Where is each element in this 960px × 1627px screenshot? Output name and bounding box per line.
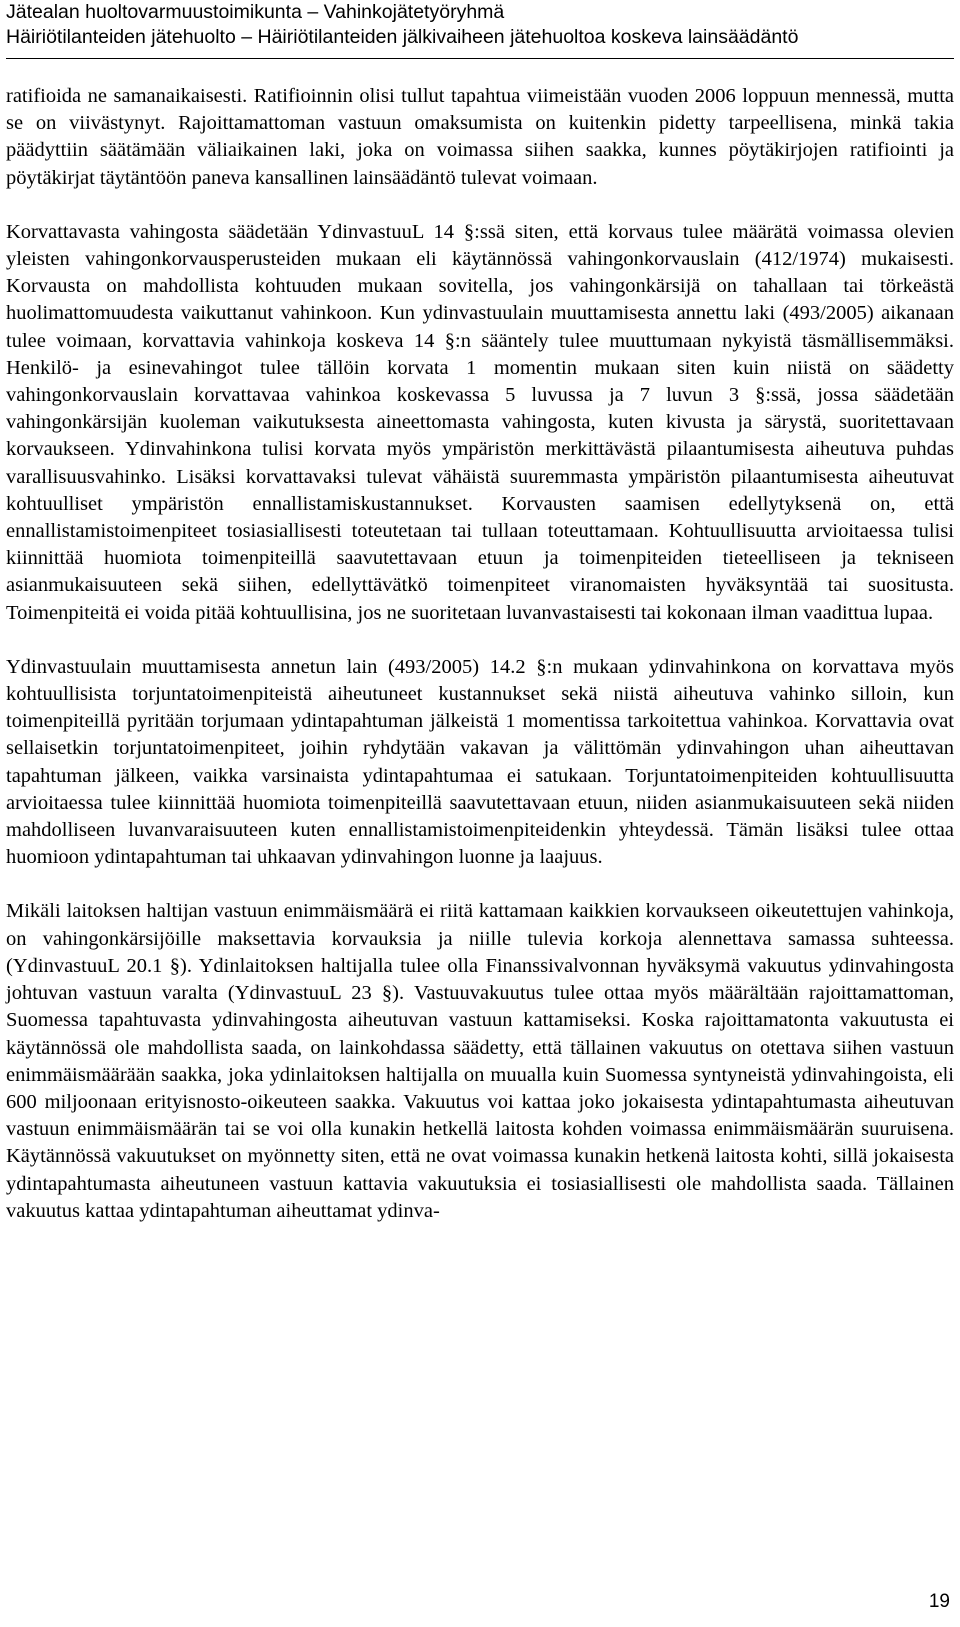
paragraph-preventive-measures: Ydinvastuulain muuttamisesta annetun lain (493/2005) 14.2 §:n mukaan ydinvahinkona on korvattava myös kohtuullisista torjuntatoimenpiteistä aiheutuneet kustannukset sekä niistä aiheutuva vahinko silloin, kun toimenpiteillä pyritään torjumaan ydintapahtuman jälkeistä 1 momentissa tarkoitettua vahinkoa. Korvattavia ovat sellaisetkin torjuntatoimenpiteet, joihin ryhdytään vakavan ja välittömän ydinvahingon uhan aiheuttavan tapahtuman jälkeen, vaikka varsinaista ydintapahtumaa ei satukaan. Torjuntatoimenpiteiden kohtuullisuutta arvioitaessa tulee kiinnittää huomiota toimenpiteillä saavutettavaan etuun, niiden asianmukaisuuteen sekä niiden mahdolliseen luvanvaraisuuteen kuten ennallistamistoimenpiteidenkin yhteydessä. Tämän lisäksi tulee ottaa huomioon ydintapahtuman tai uhkaavan ydinvahingon luonne ja laajuus. — [6, 655, 954, 869]
paragraph-compensable-damage: Korvattavasta vahingosta säädetään YdinvastuuL 14 §:ssä siten, että korvaus tulee määrätä voimassa olevien yleisten vahingonkorvausperusteiden mukaan eli käytännössä vahingonkorvauslain (412/1974) mukaisesti. Korvausta on mahdollista kohtuuden mukaan sovitella, jos vahingonkärsijä on tahallaan tai törkeästä huolimattomuudesta vaikuttanut vahinkoon. Kun ydinvastuulain muuttamisesta annettu laki (493/2005) aikanaan tulee voimaan, korvattavia vahinkoja koskeva 14 §:n sääntely tulee muuttumaan nykyistä täsmällisemmäksi. Henkilö- ja esinevahingot tulee tällöin korvata 1 momentin mukaan siten kuin niistä on säädetty vahingonkorvauslain korvattavaa vahinkoa koskevassa 5 luvussa ja 7 luvun 3 §:ssä, jossa säädetään vahingonkärsijän kuoleman vaikutuksesta aineettomasta vahingosta, kuten kivusta ja särystä, suoritettavaan korvaukseen. Ydinvahinkona tulisi korvata myös ympäristön merkittävästä pilaantumisesta aiheutuva puhdas varallisuusvahinko. Lisäksi korvattavaksi tulevat vähäistä suuremmasta ympäristön pilaantumisesta aiheutuvat kohtuulliset ympäristön ennallistamiskustannukset. Korvausten saamisen edellytyksenä on, että ennallistamistoimenpiteet tosiasiallisesti toteutetaan tai tullaan toteuttamaan. Kohtuullisuutta arvioitaessa tulisi kiinnittää huomiota toimenpiteillä saavutettavaan etuun ja toimenpiteiden tieteelliseen ja tekniseen asianmukaisuuteen sekä siihen, edellyttävätkö toimenpiteet viranomaisten hyväksyntää tai suositusta. Toimenpiteitä ei voida pitää kohtuullisina, jos ne suoritetaan luvanvastaisesti tai kokonaan ilman vaadittua lupaa. — [6, 220, 954, 624]
header-organization: Jätealan huoltovarmuustoimikunta – Vahinkojätetyöryhmä — [6, 1, 505, 23]
document-body — [6, 83, 954, 1225]
paragraph-continued: ratifioida ne samanaikaisesti. Ratifioinnin olisi tullut tapahtua viimeistään vuoden 2006 loppuun mennessä, mutta se on viivästynyt. Rajoittamattoman vastuun omaksumista on kuitenkin pidetty tarpeellisena, minkä takia päädyttiin säätämään väliaikainen laki, joka on voimassa siihen saakka, kunnes pöytäkirjojen ratifiointi ja pöytäkirjat täytäntöön paneva kansallinen lainsäädäntö tulevat voimaan. — [6, 85, 954, 189]
header-document-title: Häiriötilanteiden jätehuolto – Häiriötilanteiden jälkivaiheen jätehuoltoa koskeva lainsäädäntö — [6, 26, 799, 48]
page-number: 19 — [928, 1591, 950, 1612]
running-header — [6, 0, 954, 50]
paragraph-liability-insurance: Mikäli laitoksen haltijan vastuun enimmäismäärä ei riitä kattamaan kaikkien korvaukseen oikeutettujen vahinkoja, on vahingonkärsijöille maksettavia korvauksia ja niille tulevia korkoja alennettava samassa suhteessa. (YdinvastuuL 20.1 §). Ydinlaitoksen haltijalla tulee olla Finanssivalvonnan hyväksymä vakuutus ydinvahingosta johtuvan vastuun varalta (YdinvastuuL 23 §). Vastuuvakuutus tulee ottaa myös määrältään rajoittamattoman, Suomessa tapahtuvasta ydinvahingosta aiheutuvan vastuun kattamiseksi. Koska rajoittamatonta vakuutusta ei käytännössä ole mahdollista saada, on lainkohdassa säädetty, että tällainen vakuutus on otettava siihen vastuun enimmäismäärään saakka, joka ydinlaitoksen haltijalla on muualla kuin Suomessa syntyneistä ydinvahingoista, eli 600 miljoonaan erityisnosto-oikeuteen saakka. Vakuutus voi kattaa joko jokaisesta ydintapahtumasta aiheutuvan vastuun enimmäismäärän tai se voi olla kunakin hetkellä laitosta kohden voimassa enimmäismäärän suuruisena. Käytännössä vakuutukset on myönnetty siten, että ne ovat voimassa kunakin hetkenä laitosta kohti, sillä jokaisesta ydintapahtumasta aiheutuneen vastuun kattavia vakuutuksia ei tosiasiallisesti ole mahdollista saada. Tällainen vakuutus kattaa ydintapahtuman aiheuttamat ydinva- — [6, 900, 954, 1222]
header-divider — [6, 58, 954, 59]
